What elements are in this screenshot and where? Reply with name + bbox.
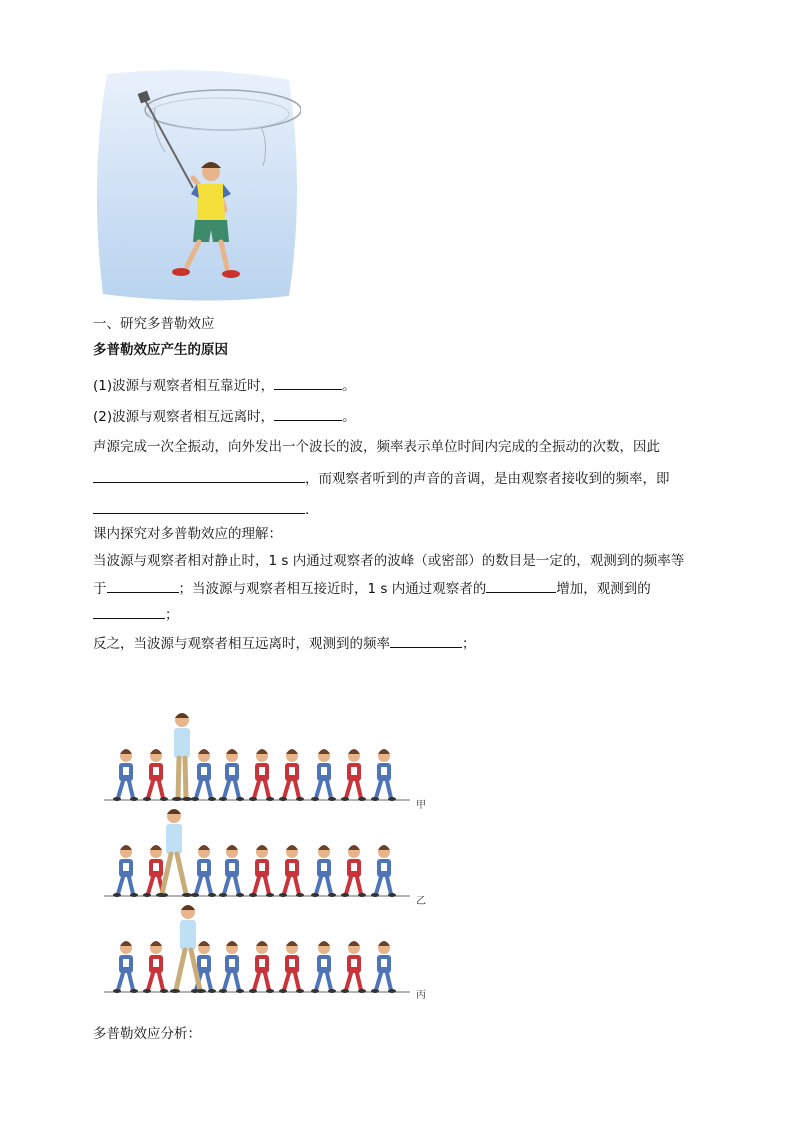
child-figure [113, 845, 138, 897]
child-figure [113, 941, 138, 993]
child-figure [341, 749, 366, 801]
analysis-title: 多普勒效应分析： [93, 1026, 201, 1042]
question-1 [93, 375, 356, 396]
section-title: 一、研究多普勒效应 [93, 316, 215, 332]
swinging-whistle-illustration [93, 70, 301, 302]
answer-blank-8[interactable] [390, 633, 462, 648]
paragraph-1-line-2-text: ，而观察者听到的声音的音调，是由观察者接收到的频率，即 [305, 471, 670, 487]
child-figure [219, 845, 244, 897]
child-figure [249, 941, 274, 993]
paragraph-1-line-2 [93, 468, 670, 489]
paragraph-1-line-1: 声源完成一次全振动，向外发出一个波长的波，频率表示单位时间内完成的全振动的次数，因此 [93, 439, 660, 455]
child-figure [311, 941, 336, 993]
marching-children-illustration [104, 708, 434, 1003]
child-figure [279, 845, 304, 897]
child-figure [143, 749, 168, 801]
paragraph-1-line-3-end: . [305, 502, 310, 518]
child-figure [219, 749, 244, 801]
question-2-end: 。 [342, 409, 356, 425]
child-figure [311, 749, 336, 801]
child-figure [219, 941, 244, 993]
answer-blank-4[interactable] [93, 499, 305, 514]
adult-figure [172, 713, 192, 801]
paragraph-1-line-3 [93, 499, 309, 520]
child-figure [371, 941, 396, 993]
paragraph-2-line-2 [93, 578, 651, 599]
child-figure [113, 749, 138, 801]
child-figure [341, 941, 366, 993]
child-figure [249, 749, 274, 801]
marching-row [104, 713, 410, 801]
answer-blank-7[interactable] [93, 604, 165, 619]
paragraph-3-end: ； [462, 636, 476, 652]
question-2-text: (2)波源与观察者相互远离时， [93, 409, 275, 425]
child-figure [371, 749, 396, 801]
paragraph-2-line-3-end: ； [165, 607, 179, 623]
paragraph-2-line-1: 当波源与观察者相对静止时，1 s 内通过观察者的波峰（或密部）的数目是一定的，观测到的频率等 [93, 553, 685, 569]
question-2 [93, 406, 356, 427]
figure-label-yi: 乙 [416, 896, 426, 907]
answer-blank-2[interactable] [274, 406, 342, 421]
figure-label-jia: 甲 [416, 800, 426, 811]
answer-blank-3[interactable] [93, 468, 305, 483]
child-figure [191, 749, 216, 801]
child-figure [371, 845, 396, 897]
child-figure [279, 749, 304, 801]
question-1-text: (1)波源与观察者相互靠近时， [93, 378, 275, 394]
child-figure [143, 941, 168, 993]
child-figure [191, 845, 216, 897]
paragraph-2-line-2-a: 于 [93, 581, 107, 597]
answer-blank-1[interactable] [274, 375, 342, 390]
paragraph-3 [93, 633, 476, 654]
answer-blank-5[interactable] [107, 578, 179, 593]
answer-blank-6[interactable] [486, 578, 556, 593]
figure-label-bing: 丙 [416, 990, 426, 1001]
child-figure [311, 845, 336, 897]
paragraph-2-line-3 [93, 604, 179, 625]
child-figure [279, 941, 304, 993]
child-figure [249, 845, 274, 897]
paragraph-3-text: 反之，当波源与观察者相互远离时，观测到的频率 [93, 636, 390, 652]
subsection-title: 多普勒效应产生的原因 [93, 342, 228, 358]
marching-row [104, 809, 410, 897]
paragraph-2-line-2-b: ；当波源与观察者相互接近时，1 s 内通过观察者的 [178, 581, 487, 597]
question-1-end: 。 [342, 378, 356, 394]
marching-row [104, 905, 410, 993]
paragraph-2-line-2-c: 增加，观测到的 [556, 581, 651, 597]
explore-title: 课内探究对多普勒效应的理解： [93, 526, 282, 542]
child-figure [341, 845, 366, 897]
